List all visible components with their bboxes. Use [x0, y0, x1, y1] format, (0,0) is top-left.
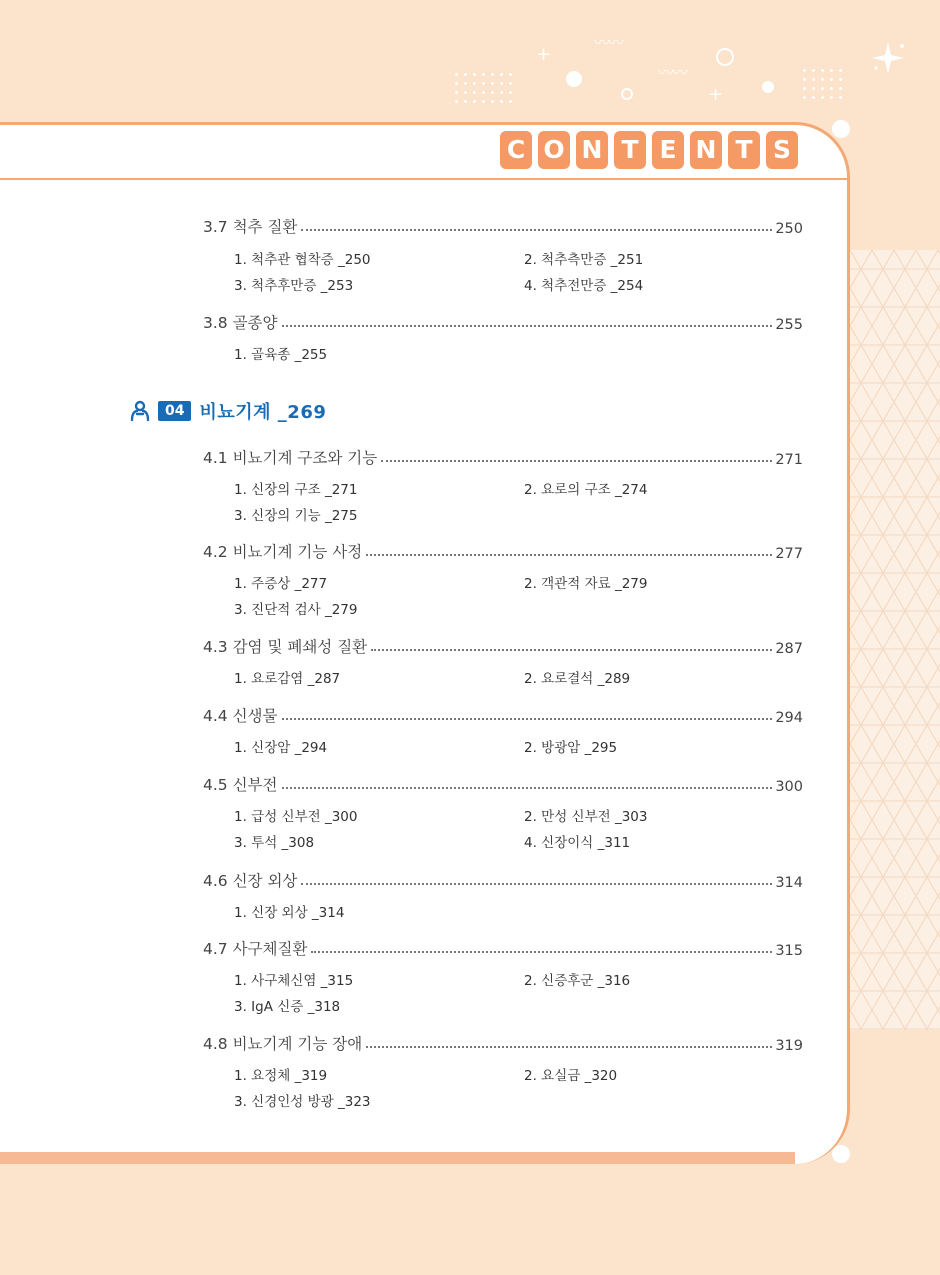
bottom-bar	[0, 1152, 795, 1164]
section-page: 277	[775, 546, 803, 562]
section-page: 271	[775, 452, 803, 468]
decor-dotgrid	[452, 70, 518, 104]
toc-item[interactable]: 1. 신장 외상 _314	[234, 905, 345, 921]
decor-wave: 〰〰	[594, 33, 623, 52]
contents-title	[500, 131, 798, 169]
toc-section[interactable]	[203, 937, 803, 959]
toc-item[interactable]: 1. 신장의 구조 _271	[234, 482, 358, 498]
title-letter: T	[728, 131, 760, 169]
toc-item[interactable]: 3. 투석 _308	[234, 835, 315, 851]
toc-item[interactable]: 2. 요실금 _320	[524, 1068, 618, 1084]
title-letter: N	[690, 131, 722, 169]
section-label: 3.8 골종양	[203, 314, 278, 332]
dot-leader	[282, 325, 773, 327]
title-letter: S	[766, 131, 798, 169]
dot-leader	[301, 229, 772, 231]
toc-item[interactable]: 2. 객관적 자료 _279	[524, 576, 648, 592]
dot-leader	[282, 718, 773, 720]
person-icon	[130, 400, 150, 422]
toc-item[interactable]: 2. 요로의 구조 _274	[524, 482, 648, 498]
section-label: 4.7 사구체질환	[203, 940, 308, 958]
toc-item[interactable]: 3. 신장의 기능 _275	[234, 508, 358, 524]
title-letter: O	[538, 131, 570, 169]
dot-leader	[366, 1046, 772, 1048]
section-page: 294	[775, 710, 803, 726]
toc-section[interactable]	[203, 311, 803, 333]
toc-item[interactable]: 3. IgA 신증 _318	[234, 999, 341, 1015]
toc-item[interactable]: 3. 진단적 검사 _279	[234, 602, 358, 618]
chapter-title: 비뇨기계 _269	[199, 402, 327, 423]
toc-item[interactable]: 4. 척추전만증 _254	[524, 278, 644, 294]
toc-section[interactable]	[203, 635, 803, 657]
section-label: 3.7 척추 질환	[203, 218, 298, 236]
title-divider	[0, 178, 850, 180]
toc-item[interactable]: 1. 주증상 _277	[234, 576, 328, 592]
toc-item[interactable]: 1. 요정체 _319	[234, 1068, 328, 1084]
decor-dot	[832, 120, 850, 138]
toc-item[interactable]: 1. 척추관 협착증 _250	[234, 252, 371, 268]
dot-leader	[311, 951, 772, 953]
toc-item[interactable]: 1. 요로감염 _287	[234, 671, 341, 687]
section-label: 4.3 감염 및 폐쇄성 질환	[203, 638, 368, 656]
decor-wave: 〰〰	[658, 63, 687, 82]
toc-section[interactable]	[203, 540, 803, 562]
decor-plus-icon: +	[536, 44, 552, 65]
toc-item[interactable]: 1. 신장암 _294	[234, 740, 328, 756]
section-page: 287	[775, 641, 803, 657]
chapter-heading[interactable]	[130, 398, 326, 424]
toc-item[interactable]: 1. 급성 신부전 _300	[234, 809, 358, 825]
section-page: 314	[775, 875, 803, 891]
toc-item[interactable]: 4. 신장이식 _311	[524, 835, 631, 851]
section-page: 319	[775, 1038, 803, 1054]
decor-dot	[762, 81, 774, 93]
toc-item[interactable]: 2. 방광암 _295	[524, 740, 618, 756]
chapter-number: 04	[158, 401, 191, 421]
title-letter: N	[576, 131, 608, 169]
toc-item[interactable]: 2. 신증후군 _316	[524, 973, 631, 989]
toc-section[interactable]	[203, 773, 803, 795]
toc-item[interactable]: 2. 척추측만증 _251	[524, 252, 644, 268]
toc-section[interactable]	[203, 446, 803, 468]
dot-leader	[381, 460, 772, 462]
dot-leader	[366, 554, 772, 556]
section-label: 4.2 비뇨기계 기능 사정	[203, 543, 363, 561]
decor-plus-icon: +	[708, 84, 724, 105]
toc-item[interactable]: 3. 신경인성 방광 _323	[234, 1094, 371, 1110]
toc-section[interactable]	[203, 1032, 803, 1054]
title-letter: T	[614, 131, 646, 169]
side-pattern	[850, 250, 940, 1030]
decor-ring	[621, 88, 633, 100]
decor-dot	[566, 71, 582, 87]
dot-leader	[371, 649, 772, 651]
section-label: 4.8 비뇨기계 기능 장애	[203, 1035, 363, 1053]
toc-section[interactable]	[203, 869, 803, 891]
sparkle-icon	[868, 38, 908, 78]
toc-item[interactable]: 2. 요로결석 _289	[524, 671, 631, 687]
dot-leader	[301, 883, 772, 885]
section-page: 250	[775, 221, 803, 237]
toc-item[interactable]: 1. 사구체신염 _315	[234, 973, 354, 989]
section-label: 4.4 신생물	[203, 707, 278, 725]
title-letter: C	[500, 131, 532, 169]
section-label: 4.5 신부전	[203, 776, 278, 794]
section-page: 315	[775, 943, 803, 959]
header-band	[0, 0, 940, 125]
section-page: 300	[775, 779, 803, 795]
section-label: 4.6 신장 외상	[203, 872, 298, 890]
toc-item[interactable]: 1. 골육종 _255	[234, 347, 328, 363]
toc-section[interactable]	[203, 215, 803, 237]
decor-dot	[832, 1145, 850, 1163]
toc-item[interactable]: 3. 척추후만증 _253	[234, 278, 354, 294]
toc-item[interactable]: 2. 만성 신부전 _303	[524, 809, 648, 825]
toc-section[interactable]	[203, 704, 803, 726]
section-label: 4.1 비뇨기계 구조와 기능	[203, 449, 378, 467]
dot-leader	[282, 787, 773, 789]
section-page: 255	[775, 317, 803, 333]
decor-ring	[716, 48, 734, 66]
decor-dotgrid	[800, 66, 846, 104]
title-letter: E	[652, 131, 684, 169]
